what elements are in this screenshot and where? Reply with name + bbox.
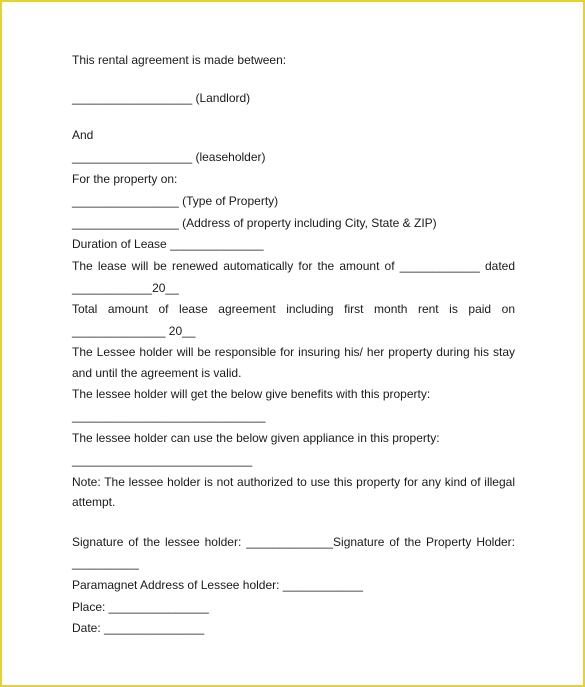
address-of-property-line: ________________ (Address of property including City, State & ZIP) <box>72 216 437 230</box>
note-line-2: attempt. <box>72 495 116 509</box>
benefits-line: The lessee holder will get the below give benefits with this property: <box>72 387 431 401</box>
type-of-property-line: ________________ (Type of Property) <box>72 194 279 208</box>
property-on-line: For the property on: <box>72 172 178 186</box>
and-line: And <box>72 128 94 142</box>
date-line: Date: _______________ <box>72 621 205 635</box>
signature-line-2: __________ <box>72 556 139 570</box>
leaseholder-line: __________________ (leaseholder) <box>72 150 266 164</box>
landlord-line: __________________ (Landlord) <box>72 91 251 105</box>
total-line-2: ______________ 20__ <box>72 324 196 338</box>
duration-line: Duration of Lease ______________ <box>72 237 264 251</box>
lessee-address-line: Paramagnet Address of Lessee holder: ____________ <box>72 578 363 592</box>
total-line-1: Total amount of lease agreement including first month rent is paid on <box>72 302 515 316</box>
intro-line: This rental agreement is made between: <box>72 53 287 67</box>
note-line-1: Note: The lessee holder is not authorized to use this property for any kind of illegal <box>72 475 515 489</box>
insurance-line-1: The Lessee holder will be responsible for insuring his/ her property during his stay <box>72 345 515 359</box>
signature-line-1: Signature of the lessee holder: _____________Signature of the Property Holder: <box>72 535 515 549</box>
benefits-blank-line: _____________________________ <box>72 409 266 423</box>
renewal-line-2: ____________20__ <box>72 281 179 295</box>
appliance-blank-line: ___________________________ <box>72 453 253 467</box>
renewal-line-1: The lease will be renewed automatically for the amount of ____________ dated <box>72 259 515 273</box>
appliance-line: The lessee holder can use the below given appliance in this property: <box>72 431 440 445</box>
insurance-line-2: and until the agreement is valid. <box>72 366 242 380</box>
place-line: Place: _______________ <box>72 600 209 614</box>
